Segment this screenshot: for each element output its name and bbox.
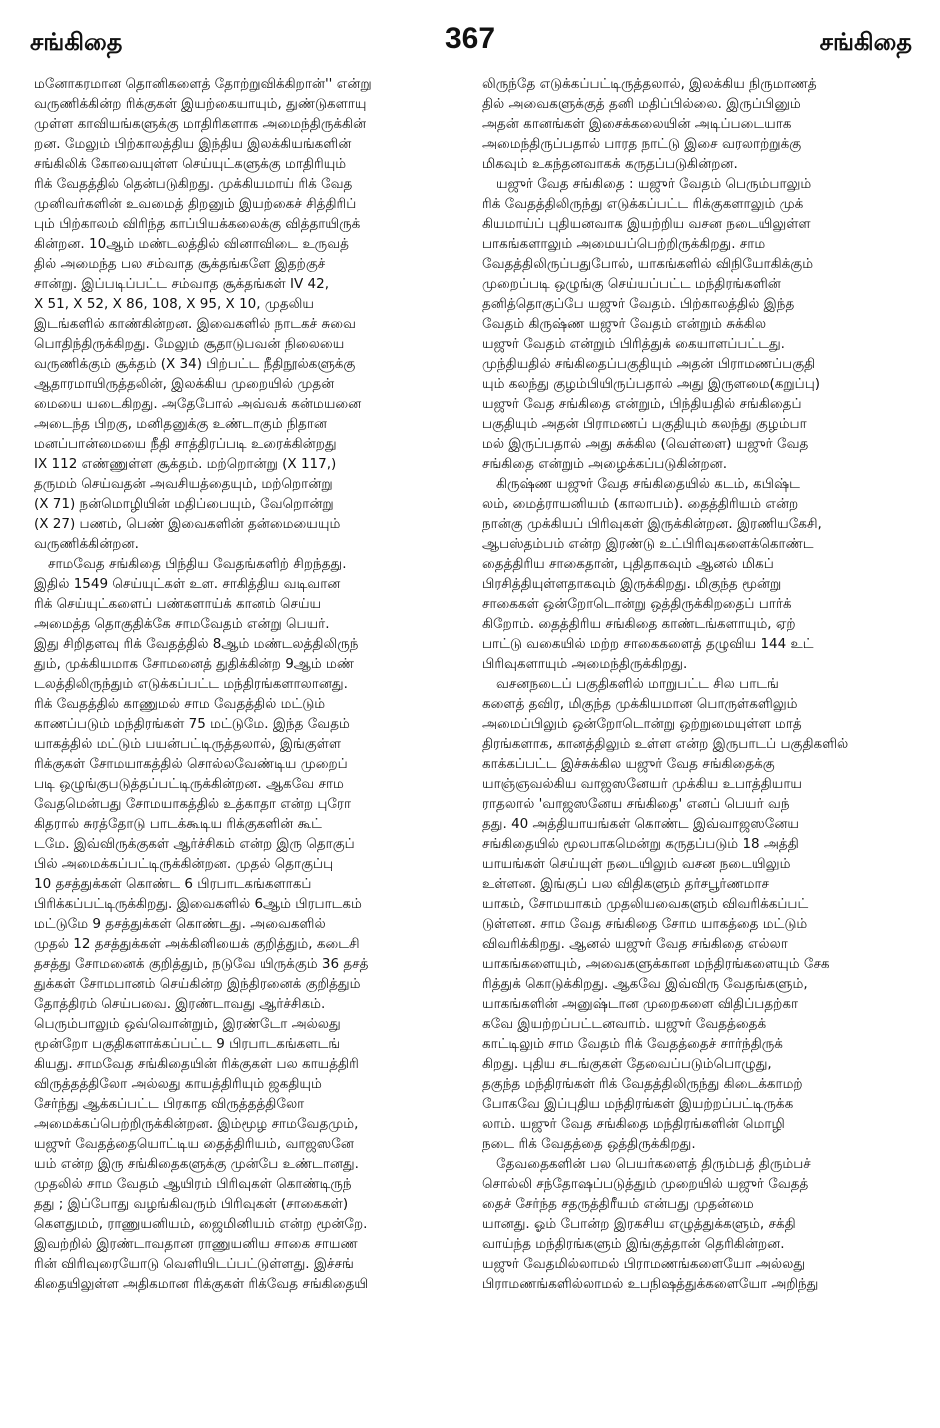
- text-line: தது. 40 அத்தியாயங்கள் கொண்ட இவ்வாஜஸனேய: [482, 816, 799, 832]
- page-header: [0, 0, 940, 60]
- text-line: முந்தியதில் சங்கிதைப்பகுதியும் அதன் பிராமணப்பகுதி: [482, 356, 816, 372]
- text-line: விருத்தத்திலோ அல்லது காயத்திரியும் ஜகதியும்: [34, 1076, 322, 1092]
- text-line: மிகவும் உகந்தனவாகக் கருதப்படுகின்றன.: [482, 156, 738, 172]
- text-line: அமைக்கப்பெற்றிருக்கின்றன. இம்மூழ சாமவேதமும்,: [34, 1116, 359, 1132]
- paragraph: [482, 1154, 902, 1294]
- text-line: வருணிக்கின்ற ரிக்குகள் இயற்கையாயும், துண்டுகளாயு: [34, 96, 367, 112]
- text-line: யஜுர் வேத சங்கிதை என்றும், பிந்தியதில் சங்கிதைப்: [482, 396, 802, 412]
- text-line: யாகம், சோமயாகம் முதலியவைகளும் விவரிக்கப்பட்: [482, 896, 809, 912]
- text-line: மையை யடைகிறது. அதேபோல் அவ்வக் கன்மயனை: [34, 396, 362, 412]
- text-line: சொல்லி சந்தோஷப்படுத்தும் முறையில் யஜுர் வேதத்: [482, 1176, 809, 1192]
- text-line: கிறது. புதிய சடங்குகள் தேவைப்படும்பொழுது,: [482, 1056, 772, 1072]
- text-line: யஜுர் வேதம் என்றும் பிரித்துக் கையாளப்பட்டது.: [482, 336, 785, 352]
- text-line: அடைந்த பிறகு, மனிதனுக்கு உண்டாகும் நிதான: [34, 416, 327, 432]
- text-line: யம் என்ற இரு சங்கிதைகளுக்கு முன்பே உண்டானது.: [34, 1156, 359, 1172]
- text-line: சாமவேத சங்கிதை பிந்திய வேதங்களிற் சிறந்தது.: [48, 556, 347, 572]
- text-line: போகவே இப்புதிய மந்திரங்கள் இயற்றப்பட்டிருக்க: [482, 1096, 794, 1112]
- text-line: தில் அமைந்த பல சம்வாத சூக்தங்களே இதற்குச்: [34, 256, 326, 272]
- text-line: காட்டிலும் சாம வேதம் ரிக் வேதத்தைச் சார்ந்திருக்: [482, 1036, 783, 1052]
- text-line: ஆதாரமாயிருத்தலின், இலக்கிய முறையில் முதன்: [34, 376, 335, 392]
- text-line: மூன்றோ பகுதிகளாக்கப்பட்ட 9 பிரபாடகங்களடங்: [34, 1036, 341, 1052]
- text-line: லிருந்தே எடுக்கப்பட்டிருத்தலால், இலக்கிய நிருமாணத்: [482, 76, 817, 92]
- text-line: பொதிந்திருக்கிறது. மேலும் சூதாடுபவன் நிலையை: [34, 336, 345, 352]
- text-line: ரிக் வேதத்தில் தென்படுகிறது. முக்கியமாய் ரிக் வேத: [34, 176, 353, 192]
- text-line: பகுதியும் அதன் பிராமணப் பகுதியும் கலந்து குழம்பா: [482, 416, 807, 432]
- text-line: பிரசித்தியுள்ளதாகவும் இருக்கிறது. மிகுந்த மூன்று: [482, 576, 782, 592]
- text-line: ஆபஸ்தம்பம் என்ற இரண்டு உட்பிரிவுகளைக்கொண்ட: [482, 536, 814, 552]
- paragraph: [34, 554, 454, 1294]
- text-line: யாஞ்ஞவல்கிய வாஜஸனேயர் முக்கிய உபாத்தியாய: [482, 776, 802, 792]
- text-line: கிறோம். தைத்திரிய சங்கிதை காண்டங்களாயும், ஏற்: [482, 616, 796, 632]
- text-line: தருமம் செய்வதன் அவசியத்தையும், மற்றொன்று: [34, 476, 333, 492]
- right-column: [482, 74, 902, 1414]
- text-line: (X 71) நன்மொழியின் மதிப்பையும், வேறொன்று: [34, 496, 334, 512]
- text-line: வேதமென்பது சோமயாகத்தில் உத்காதா என்ற புரோ: [34, 796, 352, 812]
- text-line: கிதரால் சுரத்தோடு பாடக்கூடிய ரிக்குகளின் கூட்: [34, 816, 322, 832]
- page-number: 367: [444, 22, 496, 55]
- text-line: யஜுர் வேத சங்கிதை : யஜுர் வேதம் பெரும்பாலும்: [496, 176, 812, 192]
- text-line: வருணிக்கும் சூக்தம் (X 34) பிற்பட்ட நீதிநூல்களுக்கு: [34, 356, 356, 372]
- text-line: தசத்து சோமனைக் குறித்தும், நடுவே யிருக்கும் 36 தசத்: [34, 956, 369, 972]
- text-line: கியமாய்ப் புதியனவாக இயற்றிய வசன நடையிலுள்ள: [482, 216, 811, 232]
- text-line: அமைத்த தொகுதிக்கே சாமவேதம் என்று பெயர்.: [34, 616, 330, 632]
- text-line: துக்கள் சோமபானம் செய்கின்ற இந்திரனைக் குறித்தும்: [34, 976, 361, 992]
- text-line: வாய்ந்த மந்திரங்களும் இங்குத்தான் தெரிகின்றன.: [482, 1236, 785, 1252]
- text-line: மல் இருப்பதால் அது சுக்கில (வெள்ளை) யஜுர் வேத: [482, 436, 809, 452]
- text-line: ரிக் செய்யுட்களைப் பண்களாய்க் கானம் செய்ய: [34, 596, 322, 612]
- text-line: யானது. ஓம் போன்ற இரகசிய எழுத்துக்களும், சக்தி: [482, 1216, 796, 1232]
- text-line: களைத் தவிர, மிகுந்த முக்கியமான பொருள்களிலும்: [482, 696, 798, 712]
- text-line: காணப்படும் மந்திரங்கள் 75 மட்டுமே. இந்த வேதம்: [34, 716, 350, 732]
- text-line: பாகங்களாலும் அமையப்பெற்றிருக்கிறது. சாம: [482, 236, 766, 252]
- text-line: விவரிக்கிறது. ஆனல் யஜுர் வேத சங்கிதை எல்லா: [482, 936, 788, 952]
- text-line: கின்றன. 10ஆம் மண்டலத்தில் வினாவிடை உருவத்: [34, 236, 349, 252]
- text-line: றன. மேலும் பிற்காலத்திய இந்திய இலக்கியங்களின்: [34, 136, 352, 152]
- text-line: முதலில் சாம வேதம் ஆயிரம் பிரிவுகள் கொண்டிருந்: [34, 1176, 352, 1192]
- text-line: மனப்பான்மையை நீதி சாத்திரப்படி உரைக்கின்றது: [34, 436, 337, 452]
- text-line: முள்ள காவியங்களுக்கு மாதிரிகளாக அமைந்திருக்கின்: [34, 116, 367, 132]
- text-line: தைத்திரிய சாகைதான், புதிதாகவும் ஆனல் மிகப்: [482, 556, 774, 572]
- text-line: பில் அமைக்கப்பட்டிருக்கின்றன. முதல் தொகுப்பு: [34, 856, 334, 872]
- text-line: முறைப்படி ஒழுங்கு செய்யப்பட்ட மந்திரங்களின்: [482, 276, 781, 292]
- paragraph: [482, 174, 902, 474]
- text-line: ரித்துக் கொடுக்கிறது. ஆகவே இவ்விரு வேதங்களும்,: [482, 976, 808, 992]
- text-line: பெரும்பாலும் ஒவ்வொன்றும், இரண்டோ அல்லது: [34, 1016, 341, 1032]
- text-line: அதன் கானங்கள் இசைக்கலையின் அடிப்படையாக: [482, 116, 792, 132]
- text-line: ரிக் வேதத்தில் காணுமல் சாம வேதத்தில் மட்டும்: [34, 696, 326, 712]
- text-line: கிதையிலுள்ள அதிகமான ரிக்குகள் ரிக்வேத சங்கிதையி: [34, 1276, 369, 1292]
- text-line: முதல் 12 தசத்துக்கள் அக்கினியைக் குறித்தும், கடைசி: [34, 936, 360, 952]
- running-title-right: சங்கிதை: [819, 28, 912, 56]
- text-line: முனிவர்களின் உவமைத் திறனும் இயற்கைச் சித்திரிப்: [34, 196, 357, 212]
- text-line: கௌதுமம், ராணுயனியம், ஜைமினியம் என்ற மூன்றே.: [34, 1216, 368, 1232]
- text-line: கவே இயற்றப்பட்டனவாம். யஜுர் வேதத்தைக்: [482, 1016, 767, 1032]
- text-line: வசனநடைப் பகுதிகளில் மாறுபட்ட சில பாடங்: [496, 676, 779, 692]
- text-line: காக்கப்பட்ட இச்சுக்கில யஜுர் வேத சங்கிதைக்கு: [482, 756, 775, 772]
- text-line: யும் கலந்து குழம்பியிருப்பதால் அது இருளமை(கறுப்பு): [482, 376, 821, 392]
- text-line: ரிக்குகள் சோமயாகத்தில் சொல்லவேண்டிய முறைப்: [34, 756, 348, 772]
- text-line: நான்கு முக்கியப் பிரிவுகள் இருக்கின்றன. இரணியகேசி,: [482, 516, 822, 532]
- text-line: தோத்திரம் செய்பவை. இரண்டாவது ஆர்ச்சிகம்.: [34, 996, 326, 1012]
- text-line: இது சிறிதளவு ரிக் வேதத்தில் 8ஆம் மண்டலத்திலிருந்: [34, 636, 359, 652]
- paragraph: [34, 74, 454, 554]
- text-line: இடங்களில் காண்கின்றன. இவைகளில் நாடகச் சுவை: [34, 316, 356, 332]
- text-line: டமே. இவ்விருக்குகள் ஆர்ச்சிகம் என்ற இரு தொகுப்: [34, 836, 355, 852]
- text-line: சான்று. இப்படிப்பட்ட சம்வாத சூக்தங்கள் IV 42,: [34, 276, 329, 292]
- text-line: பும் பிற்காலம் விரிந்த காப்பியக்கலைக்கு வித்தாயிருக்: [34, 216, 361, 232]
- text-line: 10 தசத்துக்கள் கொண்ட 6 பிரபாடகங்களாகப்: [34, 876, 312, 892]
- text-line: தைச் சேர்ந்த சதருத்திரீயம் என்பது முதன்மை: [482, 1196, 754, 1212]
- text-line: (X 27) பணம், பெண் இவைகளின் தன்மையையும்: [34, 516, 341, 532]
- text-line: ரிக் வேதத்திலிருந்து எடுக்கப்பட்ட ரிக்குகளாலும் முக்: [482, 196, 804, 212]
- paragraph: [482, 474, 902, 674]
- text-line: யாகங்களையும், அவைகளுக்கான மந்திரங்களையும் சேக: [482, 956, 830, 972]
- text-line: மட்டுமே 9 தசத்துக்கள் கொண்டது. அவைகளில்: [34, 916, 326, 932]
- text-line: யாகத்தில் மட்டும் பயன்பட்டிருத்தலால், இங்குள்ள: [34, 736, 342, 752]
- text-line: தில் அவைகளுக்குத் தனி மதிப்பில்லை. இருப்பினும்: [482, 96, 801, 112]
- text-line: வேதம் கிருஷ்ண யஜுர் வேதம் என்றும் சுக்கில: [482, 316, 767, 332]
- text-line: இவற்றில் இரண்டாவதான ராணுயனிய சாகை சாயண: [34, 1236, 358, 1252]
- text-line: சங்கிலிக் கோவையுள்ள செய்யுட்களுக்கு மாதிரியும்: [34, 156, 347, 172]
- text-line: கிருஷ்ண யஜுர் வேத சங்கிதையில் கடம், கபிஷ்ட: [496, 476, 800, 492]
- text-line: ரின் விரிவுரையோடு வெளியிடப்பட்டுள்ளது. இச்சங்: [34, 1256, 354, 1272]
- text-line: சேர்ந்து ஆக்கப்பட்ட பிரகாத விருத்தத்திலோ: [34, 1096, 305, 1112]
- text-line: யாகங்களின் அனுஷ்டான முறைகளை விதிப்பதற்கா: [482, 996, 799, 1012]
- text-line: வருணிக்கின்றன.: [34, 536, 139, 552]
- text-line: சாகைகள் ஒன்றோடொன்று ஒத்திருக்கிறதைப் பார்க்: [482, 596, 792, 612]
- text-line: மனோகரமான தொனிகளைத் தோற்றுவிக்கிறான்'' என்று: [34, 76, 372, 92]
- text-line: தது ; இப்போது வழங்கிவரும் பிரிவுகள் (சாகைகள்): [34, 1196, 349, 1212]
- text-line: இதில் 1549 செய்யுட்கள் உள. சாகித்திய வடிவான: [34, 576, 341, 592]
- text-line: நடை ரிக் வேதத்தை ஒத்திருக்கிறது.: [482, 1136, 696, 1152]
- text-line: பிரிக்கப்பட்டிருக்கிறது. இவைகளில் 6ஆம் பிரபாடகம்: [34, 896, 362, 912]
- paragraph: [482, 74, 902, 174]
- text-line: படி ஒழுங்குபடுத்தப்பட்டிருக்கின்றன. ஆகவே சாம: [34, 776, 344, 792]
- running-title-left: சங்கிதை: [30, 28, 123, 56]
- text-line: பாட்டு வகையில் மற்ற சாகைகளைத் தழுவிய 144 உட்: [482, 636, 814, 652]
- text-line: பிரிவுகளாயும் அமைந்திருக்கிறது.: [482, 656, 688, 672]
- text-line: டலத்திலிருந்தும் எடுக்கப்பட்ட மந்திரங்களாலானது.: [34, 676, 348, 692]
- left-column: [34, 74, 454, 1414]
- text-line: சங்கிதை என்றும் அழைக்கப்படுகின்றன.: [482, 456, 728, 472]
- text-line: திரங்களாக, கானத்திலும் உள்ள என்ற இருபாடப் பகுதிகளில்: [482, 736, 849, 752]
- paragraph: [482, 674, 902, 1154]
- text-line: யாயங்கள் செய்யுள் நடையிலும் வசன நடையிலும்: [482, 856, 791, 872]
- text-line: லம், மைத்ராயனியம் (காலாபம்). தைத்திரியம் என்ற: [482, 496, 799, 512]
- text-line: யஜுர் வேதமில்லாமல் பிராமணங்களையோ அல்லது: [482, 1256, 806, 1272]
- text-line: IX 112 எண்ணுள்ள சூக்தம். மற்றொன்று (X 117,): [34, 456, 337, 472]
- text-line: யஜுர் வேதத்தையொட்டிய தைத்திரியம், வாஜஸனே: [34, 1136, 354, 1152]
- text-line: தும், முக்கியமாக சோமனைத் துதிக்கின்ற 9ஆம் மண்: [34, 656, 355, 672]
- text-line: உள்ளன. இங்குப் பல விதிகளும் தர்சபூர்ணமாச: [482, 876, 770, 892]
- text-line: தனித்தொகுப்பே யஜுர் வேதம். பிற்காலத்தில் இந்த: [482, 296, 795, 312]
- text-line: வேதத்திலிருப்பதுபோல், யாகங்களில் விநியோகிக்கும்: [482, 256, 814, 272]
- text-line: டுள்ளன. சாம வேத சங்கிதை சோம யாகத்தை மட்டும்: [482, 916, 808, 932]
- text-line: அமைப்பிலும் ஒன்றோடொன்று ஒற்றுமையுள்ள மாத்: [482, 716, 802, 732]
- text-line: தகுந்த மந்திரங்கள் ரிக் வேதத்திலிருந்து கிடைக்காமற்: [482, 1076, 803, 1092]
- text-line: பிராமணங்களில்லாமல் உபநிஷத்துக்களையோ அறிந்து: [482, 1276, 819, 1292]
- text-line: அமைந்திருப்பதால் பாரத நாட்டு இசை வரலாற்றுக்கு: [482, 136, 802, 152]
- text-line: X 51, X 52, X 86, 108, X 95, X 10, முதலிய: [34, 296, 314, 312]
- text-line: சங்கிதையில் மூலபாகமென்று கருதப்படும் 18 அத்தி: [482, 836, 799, 852]
- text-line: தேவதைகளின் பல பெயர்களைத் திரும்பத் திரும்பச்: [496, 1156, 811, 1172]
- text-line: கியது. சாமவேத சங்கிதையின் ரிக்குகள் பல காயத்திரி: [34, 1056, 359, 1072]
- text-line: ராதலால் 'வாஜஸனேய சங்கிதை' எனப் பெயர் வந்: [482, 796, 790, 812]
- text-line: லாம். யஜுர் வேத சங்கிதை மந்திரங்களின் மொழி: [482, 1116, 785, 1132]
